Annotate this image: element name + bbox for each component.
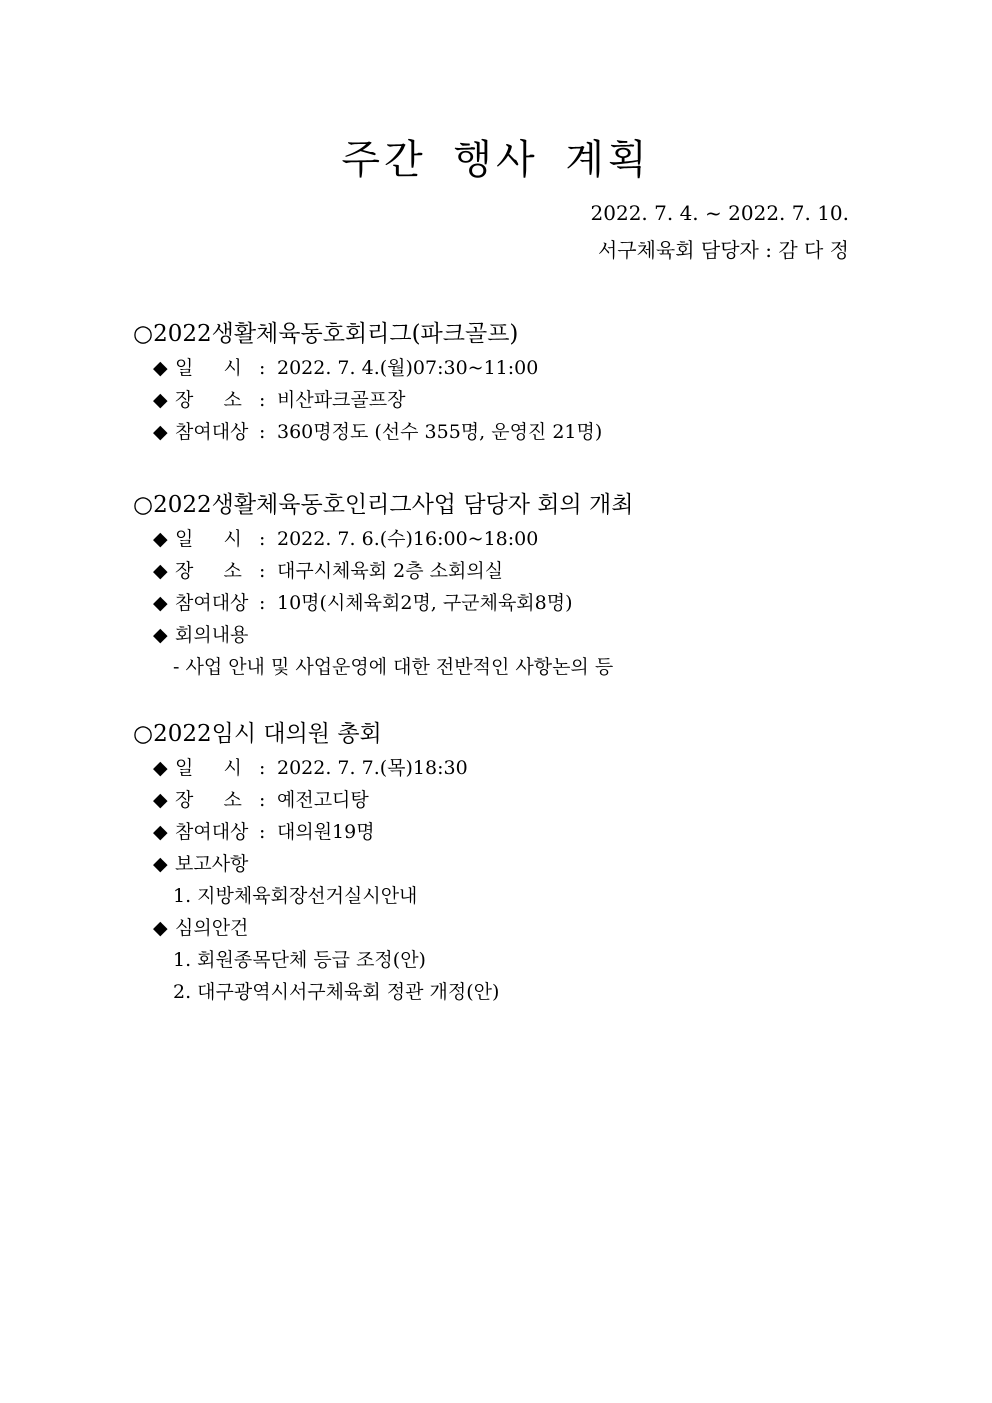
detail-label: 일 시 xyxy=(175,757,242,779)
report-item: 1. 지방체육회장선거실시안내 xyxy=(173,885,418,907)
colon: : xyxy=(259,357,266,379)
colon: : xyxy=(259,821,266,843)
diamond-bullet-icon: ◆ xyxy=(153,821,168,843)
agenda-item: 1. 회원종목단체 등급 조정(안) xyxy=(173,949,426,971)
detail-value: 2022. 7. 7.(목)18:30 xyxy=(277,757,468,779)
diamond-bullet-icon: ◆ xyxy=(153,789,168,811)
diamond-bullet-icon: ◆ xyxy=(153,421,168,443)
circle-icon: ○ xyxy=(133,492,154,518)
colon: : xyxy=(259,528,266,550)
section-heading xyxy=(133,487,893,523)
detail-label: 회의내용 xyxy=(175,624,249,646)
diamond-bullet-icon: ◆ xyxy=(153,528,168,550)
meeting-content-item: - 사업 안내 및 사업운영에 대한 전반적인 사항논의 등 xyxy=(173,656,614,678)
detail-row-location xyxy=(133,784,893,816)
detail-label: 장 소 xyxy=(175,789,242,811)
detail-row-participants xyxy=(133,587,893,619)
detail-label: 참여대상 xyxy=(175,592,249,614)
detail-label: 장 소 xyxy=(175,560,242,582)
colon: : xyxy=(259,421,266,443)
section-heading xyxy=(133,716,893,752)
section-extraordinary-general-meeting xyxy=(133,716,893,1008)
detail-row-location xyxy=(133,555,893,587)
section-league-manager-meeting xyxy=(133,487,893,683)
detail-value: 대의원19명 xyxy=(277,821,375,843)
diamond-bullet-icon: ◆ xyxy=(153,592,168,614)
detail-row-meeting-content xyxy=(133,619,893,651)
section-heading xyxy=(133,316,893,352)
circle-icon: ○ xyxy=(133,321,154,347)
detail-value: 360명정도 (선수 355명, 운영진 21명) xyxy=(277,421,603,443)
section-title: 2022생활체육동호회리그(파크골프) xyxy=(153,321,519,347)
section-park-golf-league xyxy=(133,316,893,448)
detail-value: 대구시체육회 2층 소회의실 xyxy=(277,560,504,582)
detail-label: 참여대상 xyxy=(175,821,249,843)
event-period: 2022. 7. 4. ~ 2022. 7. 10. xyxy=(590,201,849,225)
detail-label: 일 시 xyxy=(175,528,242,550)
detail-row-participants xyxy=(133,416,893,448)
detail-row-report xyxy=(133,848,893,880)
section-title: 2022생활체육동호인리그사업 담당자 회의 개최 xyxy=(153,492,634,518)
detail-label: 보고사항 xyxy=(175,853,249,875)
detail-row-datetime xyxy=(133,752,893,784)
colon: : xyxy=(259,757,266,779)
detail-row-datetime xyxy=(133,523,893,555)
diamond-bullet-icon: ◆ xyxy=(153,560,168,582)
detail-label: 일 시 xyxy=(175,357,242,379)
agenda-item: 2. 대구광역시서구체육회 정관 개정(안) xyxy=(173,981,500,1003)
detail-row-participants xyxy=(133,816,893,848)
colon: : xyxy=(259,560,266,582)
diamond-bullet-icon: ◆ xyxy=(153,757,168,779)
diamond-bullet-icon: ◆ xyxy=(153,853,168,875)
diamond-bullet-icon: ◆ xyxy=(153,389,168,411)
detail-label: 장 소 xyxy=(175,389,242,411)
diamond-bullet-icon: ◆ xyxy=(153,624,168,646)
detail-label: 참여대상 xyxy=(175,421,249,443)
section-title: 2022임시 대의원 총회 xyxy=(153,721,382,747)
diamond-bullet-icon: ◆ xyxy=(153,357,168,379)
detail-value: 2022. 7. 4.(월)07:30~11:00 xyxy=(277,357,539,379)
detail-value: 2022. 7. 6.(수)16:00~18:00 xyxy=(277,528,539,550)
detail-value: 예전고디탕 xyxy=(277,789,369,811)
manager-line: 서구체육회 담당자 : 감 다 정 xyxy=(597,238,849,262)
detail-value: 비산파크골프장 xyxy=(277,389,406,411)
detail-row-agenda xyxy=(133,912,893,944)
detail-row-location xyxy=(133,384,893,416)
detail-row-datetime xyxy=(133,352,893,384)
diamond-bullet-icon: ◆ xyxy=(153,917,168,939)
page-title: 주간 행사 계획 xyxy=(341,137,651,183)
colon: : xyxy=(259,389,266,411)
detail-label: 심의안건 xyxy=(175,917,249,939)
colon: : xyxy=(259,592,266,614)
detail-value: 10명(시체육회2명, 구군체육회8명) xyxy=(277,592,573,614)
colon: : xyxy=(259,789,266,811)
circle-icon: ○ xyxy=(133,721,154,747)
